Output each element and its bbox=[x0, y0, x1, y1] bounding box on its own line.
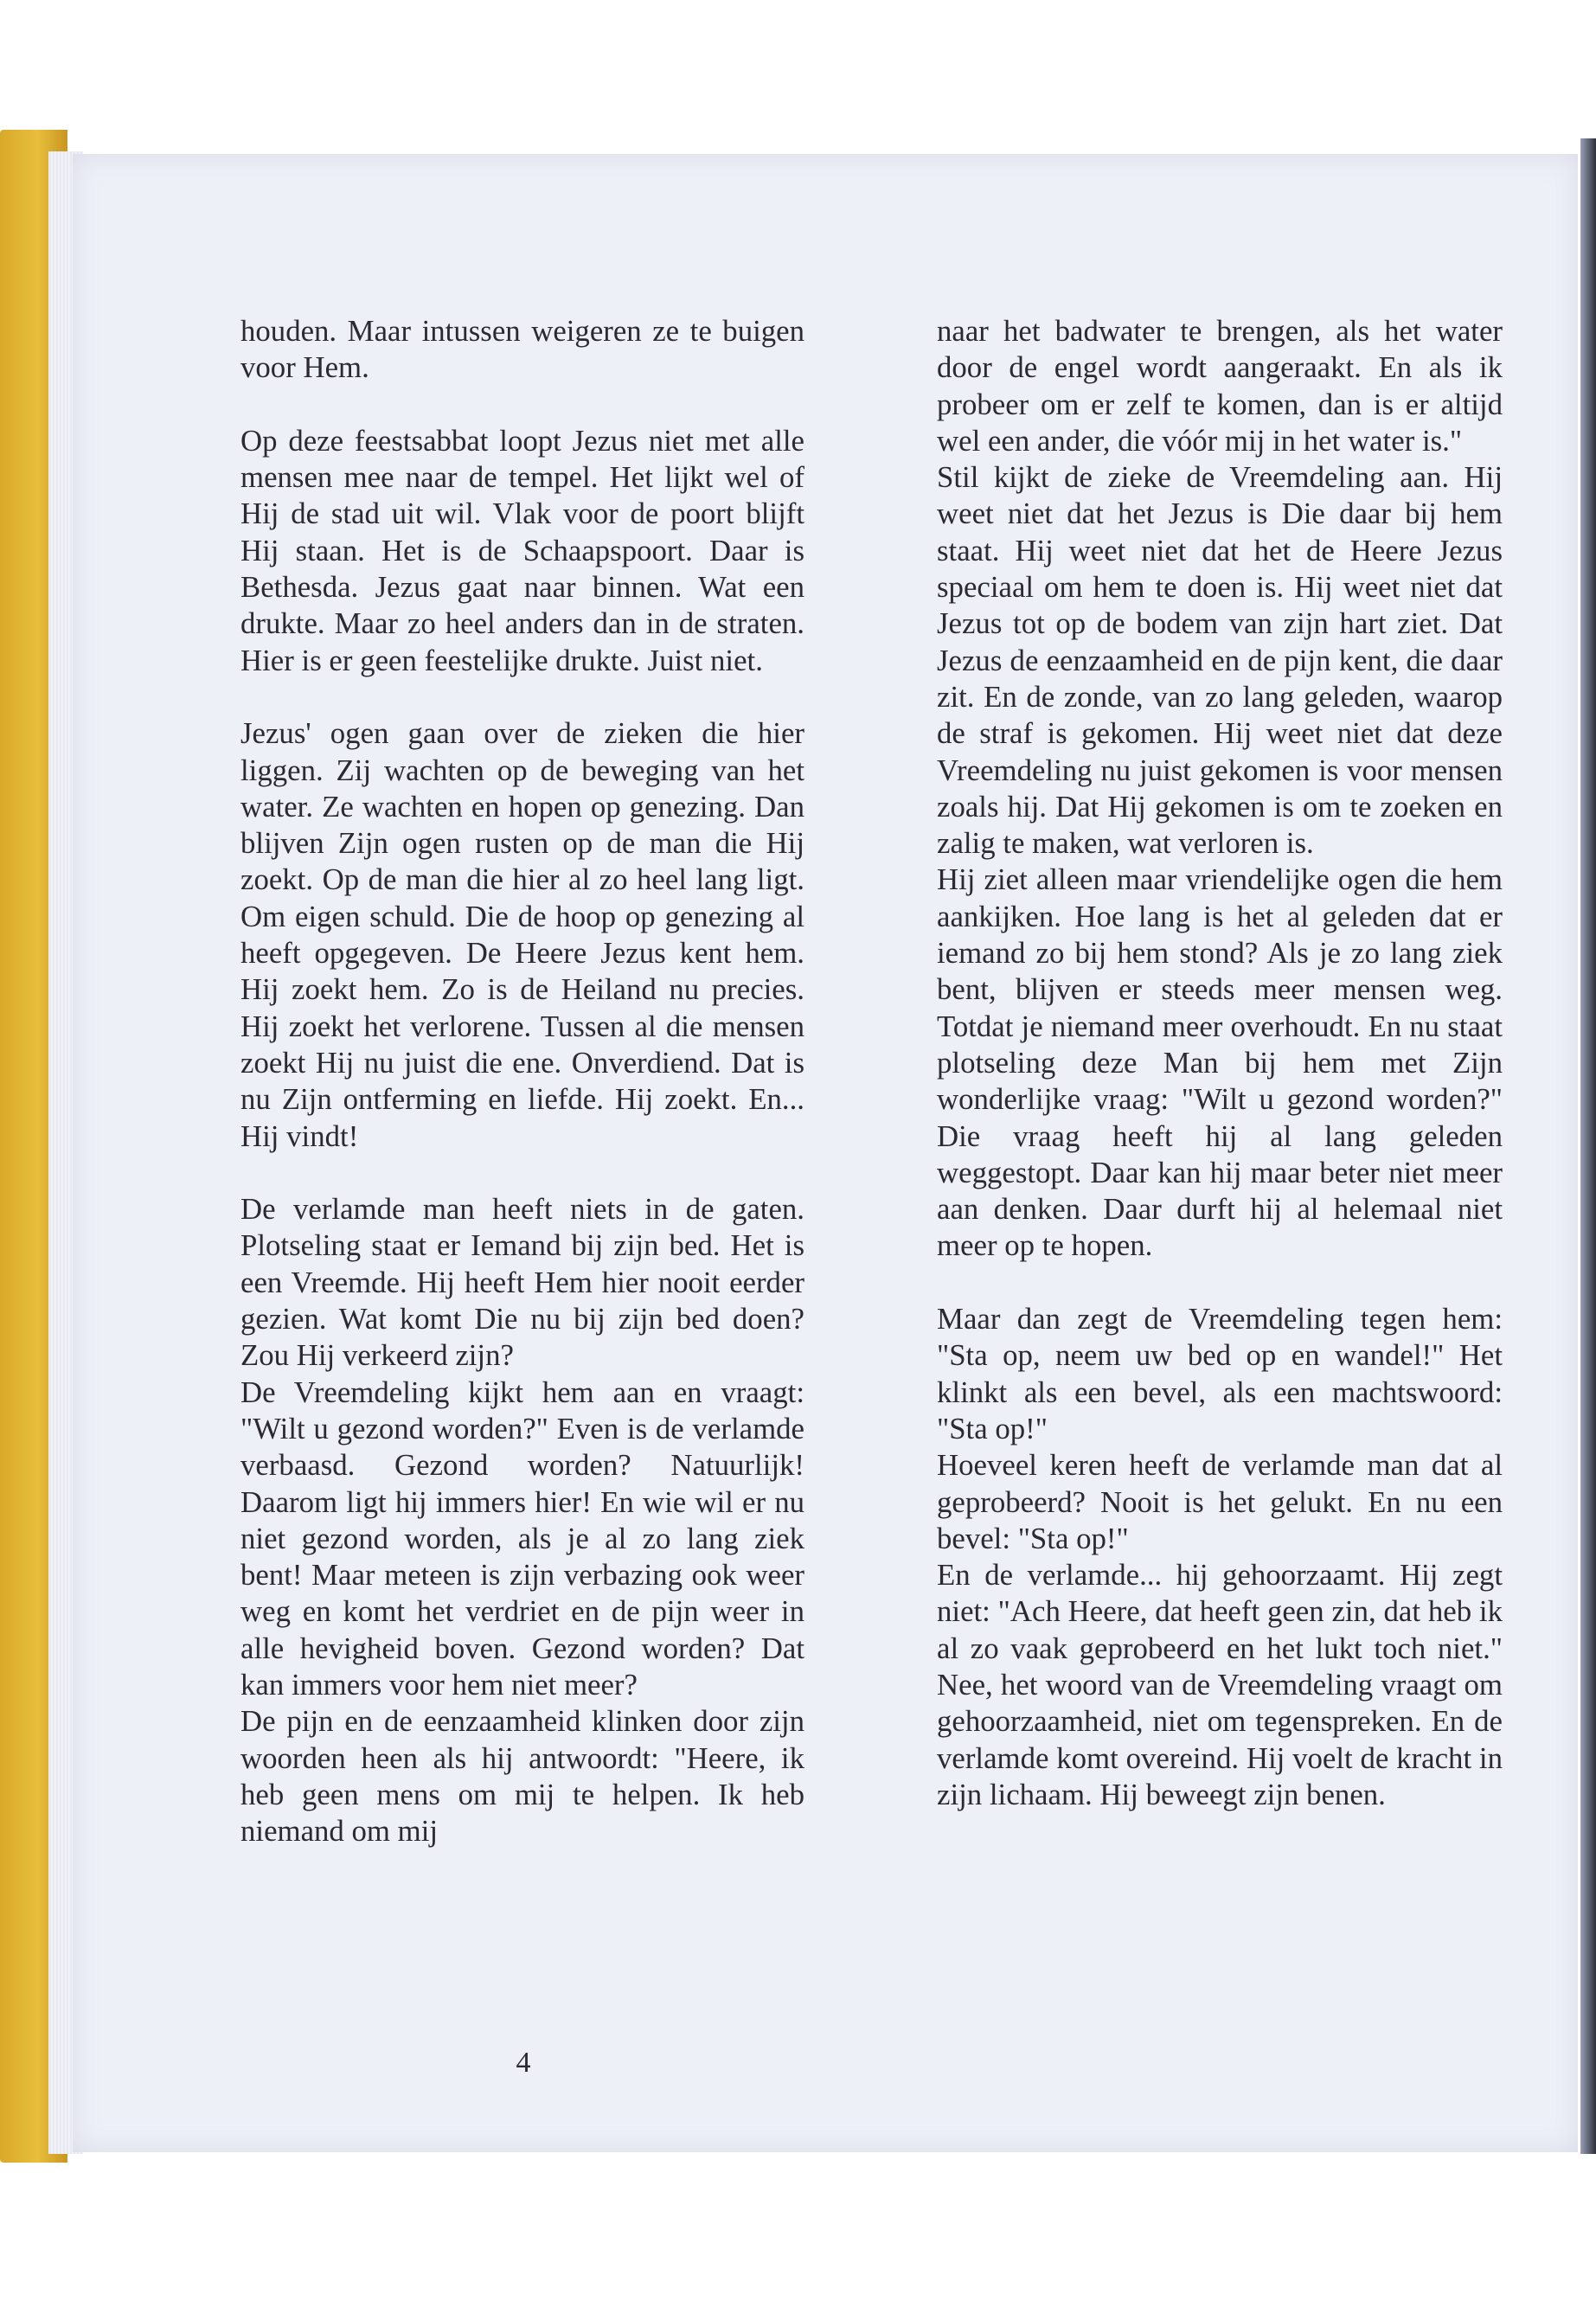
paragraph: Maar dan zegt de Vreemdeling tegen hem: "Sta op, neem uw bed op en wandel!" Het klinkt als een bevel, als een machtswoord: "Sta op!" bbox=[937, 1302, 1503, 1445]
paragraph: De verlamde man heeft niets in de gaten. Plotseling staat er Iemand bij zijn bed. Het is een Vreemde. Hij heeft Hem hier nooit eerder gezien. Wat komt Die nu bij zijn bed doen? Zou Hij verkeerd zijn? bbox=[240, 1192, 804, 1373]
page-number: 4 bbox=[516, 2047, 531, 2079]
paragraph: De Vreemdeling kijkt hem aan en vraagt: "Wilt u gezond worden?" Even is de verlamde verbaasd. Gezond worden? Natuurlijk! Daarom ligt hij immers hier! En wie wil er nu niet gezond worden, als je al zo lang ziek bent! Maar meteen is zijn verbazing ook weer weg en komt het verdriet en de pijn weer in alle hevigheid boven. Gezond worden? Dat kan immers voor hem niet meer? bbox=[240, 1375, 804, 1702]
paragraph: Hij ziet alleen maar vriendelijke ogen die hem aankijken. Hoe lang is het al geleden dat er iemand zo bij hem stond? Als je zo lang ziek bent, blijven er steeds meer mensen weg. Totdat je niemand meer overhoudt. En nu staat plotseling deze Man bij hem met Zijn wonderlijke vraag: "Wilt u gezond worden?" Die vraag heeft hij al lang geleden weggestopt. Daar kan hij maar beter niet meer aan denken. Daar durft hij al helemaal niet meer op te hopen. bbox=[937, 862, 1503, 1263]
paragraph: Jezus' ogen gaan over de zieken die hier liggen. Zij wachten op de beweging van het water. Ze wachten en hopen op genezing. Dan blijven Zijn ogen rusten op de man die Hij zoekt. Op de man die hier al zo heel lang ligt. Om eigen schuld. Die de hoop op genezing al heeft opgegeven. De Heere Jezus kent hem. Hij zoekt hem. Zo is de Heiland nu precies. Hij zoekt het verlorene. Tussen al die mensen zoekt Hij nu juist die ene. Onverdiend. Dat is nu Zijn ontferming en liefde. Hij zoekt. En... Hij vindt! bbox=[240, 716, 804, 1153]
paragraph: houden. Maar intussen weigeren ze te buigen voor Hem. bbox=[240, 314, 804, 385]
paragraph: naar het badwater te brengen, als het water door de engel wordt aangeraakt. En als ik probeer om er zelf te komen, dan is er altijd wel een ander, die vóór mij in het water is." bbox=[937, 314, 1503, 458]
right-column bbox=[937, 313, 1503, 1813]
paragraph: De pijn en de eenzaamheid klinken door zijn woorden heen als hij antwoordt: "Heere, ik heb geen mens om mij te helpen. Ik heb niemand om mij bbox=[240, 1704, 804, 1849]
paragraph: Stil kijkt de zieke de Vreemdeling aan. Hij weet niet dat het Jezus is Die daar bij hem staat. Hij weet niet dat het de Heere Jezus speciaal om hem te doen is. Hij weet niet dat Jezus tot op de bodem van zijn hart ziet. Dat Jezus de eenzaamheid en de pijn kent, die daar zit. En de zonde, van zo lang geleden, waarop de straf is gekomen. Hij weet niet dat deze Vreemdeling nu juist gekomen is voor mensen zoals hij. Dat Hij gekomen is om te zoeken en zalig te maken, wat verloren is. bbox=[937, 460, 1503, 861]
paragraph: En de verlamde... hij gehoorzaamt. Hij zegt niet: "Ach Heere, dat heeft geen zin, dat heb ik al zo vaak geprobeerd en het lukt toch niet." Nee, het woord van de Vreemdeling vraagt om gehoorzaamheid, niet om tegenspreken. En de verlamde komt overeind. Hij voelt de kracht in zijn lichaam. Hij beweegt zijn benen. bbox=[937, 1558, 1503, 1811]
left-column bbox=[240, 313, 804, 1849]
paragraph: Hoeveel keren heeft de verlamde man dat al geprobeerd? Nooit is het gelukt. En nu een bevel: "Sta op!" bbox=[937, 1448, 1503, 1555]
facing-page-edge bbox=[1580, 138, 1596, 2154]
paragraph: Op deze feestsabbat loopt Jezus niet met alle mensen mee naar de tempel. Het lijkt wel of Hij de stad uit wil. Vlak voor de poort blijft Hij staan. Het is de Schaapspoort. Daar is Bethesda. Jezus gaat naar binnen. Wat een drukte. Maar zo heel anders dan in de straten. Hier is er geen feestelijke drukte. Juist niet. bbox=[240, 423, 804, 677]
